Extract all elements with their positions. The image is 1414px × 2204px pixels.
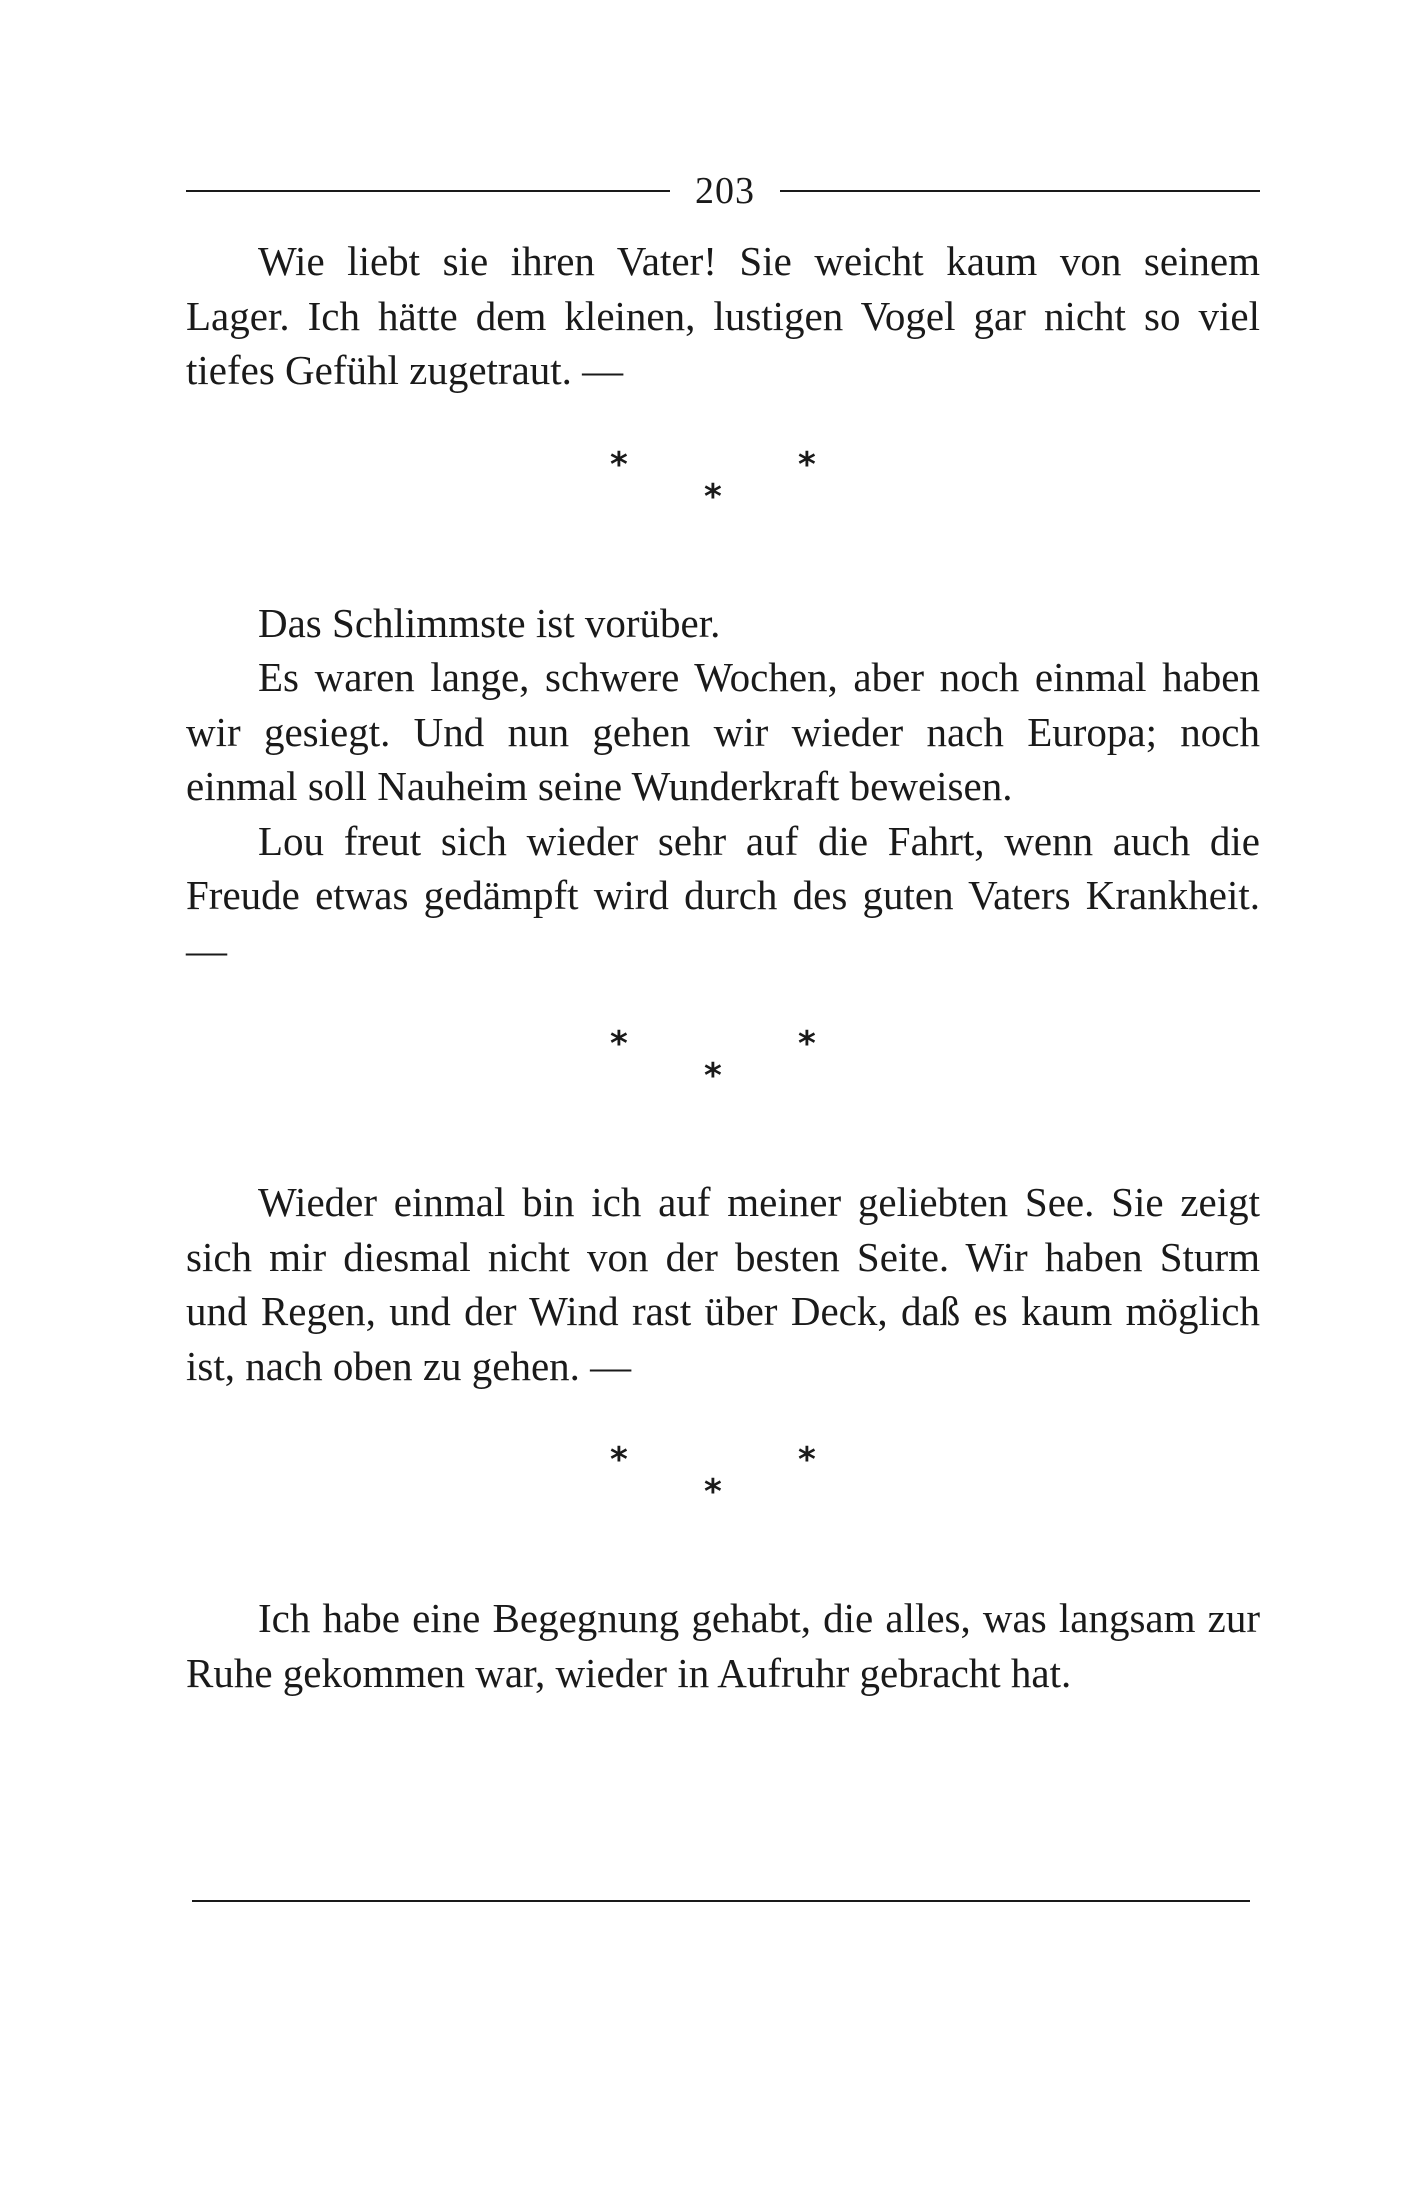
header-rule-left bbox=[186, 190, 670, 192]
paragraph: Wieder einmal bin ich auf meiner geliebten See. Sie zeigt sich mir diesmal nicht von der besten Seite. Wir haben Sturm und Regen, und der Wind rast über Deck, daß es kaum möglich ist, nach oben zu gehen. — bbox=[186, 1179, 1260, 1389]
page-number: 203 bbox=[695, 170, 755, 212]
asterisk-icon: * bbox=[798, 1024, 816, 1064]
paragraph: Es waren lange, schwere Wochen, aber noch einmal haben wir gesiegt. Und nun gehen wir wieder nach Europa; noch einmal soll Nauheim seine Wunderkraft beweisen. bbox=[186, 654, 1260, 809]
asterisk-icon: * bbox=[798, 1440, 816, 1480]
header-rule-right bbox=[780, 190, 1260, 192]
paragraph: Lou freut sich wieder sehr auf die Fahrt, wenn auch die Freude etwas gedämpft wird durch des guten Vaters Krankheit. — bbox=[186, 817, 1260, 973]
asterisk-icon: * bbox=[704, 1056, 722, 1096]
asterisk-icon: * bbox=[704, 476, 722, 517]
section-break-asterism bbox=[186, 1433, 1260, 1533]
paragraph: Das Schlimmste ist vorüber. bbox=[258, 599, 721, 646]
asterisk-icon: * bbox=[610, 1024, 628, 1064]
asterisk-icon: * bbox=[704, 1472, 722, 1512]
asterisk-icon: * bbox=[798, 444, 816, 485]
asterisk-icon: * bbox=[610, 1440, 628, 1480]
paragraph: Ich habe eine Begegnung gehabt, die alles, was langsam zur Ruhe gekommen war, wieder in Aufruhr gebracht hat. bbox=[186, 1595, 1260, 1696]
paragraph: Wie liebt sie ihren Vater! Sie weicht kaum von seinem Lager. Ich hätte dem kleinen, lustigen Vogel gar nicht so viel tiefes Gefühl zugetraut. — bbox=[186, 238, 1260, 393]
page-header bbox=[186, 160, 1260, 224]
section-break-asterism bbox=[186, 1017, 1260, 1117]
asterisk-icon: * bbox=[610, 444, 628, 485]
section-break-asterism bbox=[186, 438, 1260, 538]
book-page bbox=[186, 160, 1260, 1700]
footer-rule bbox=[192, 1900, 1250, 1902]
body-text bbox=[186, 234, 1260, 1700]
